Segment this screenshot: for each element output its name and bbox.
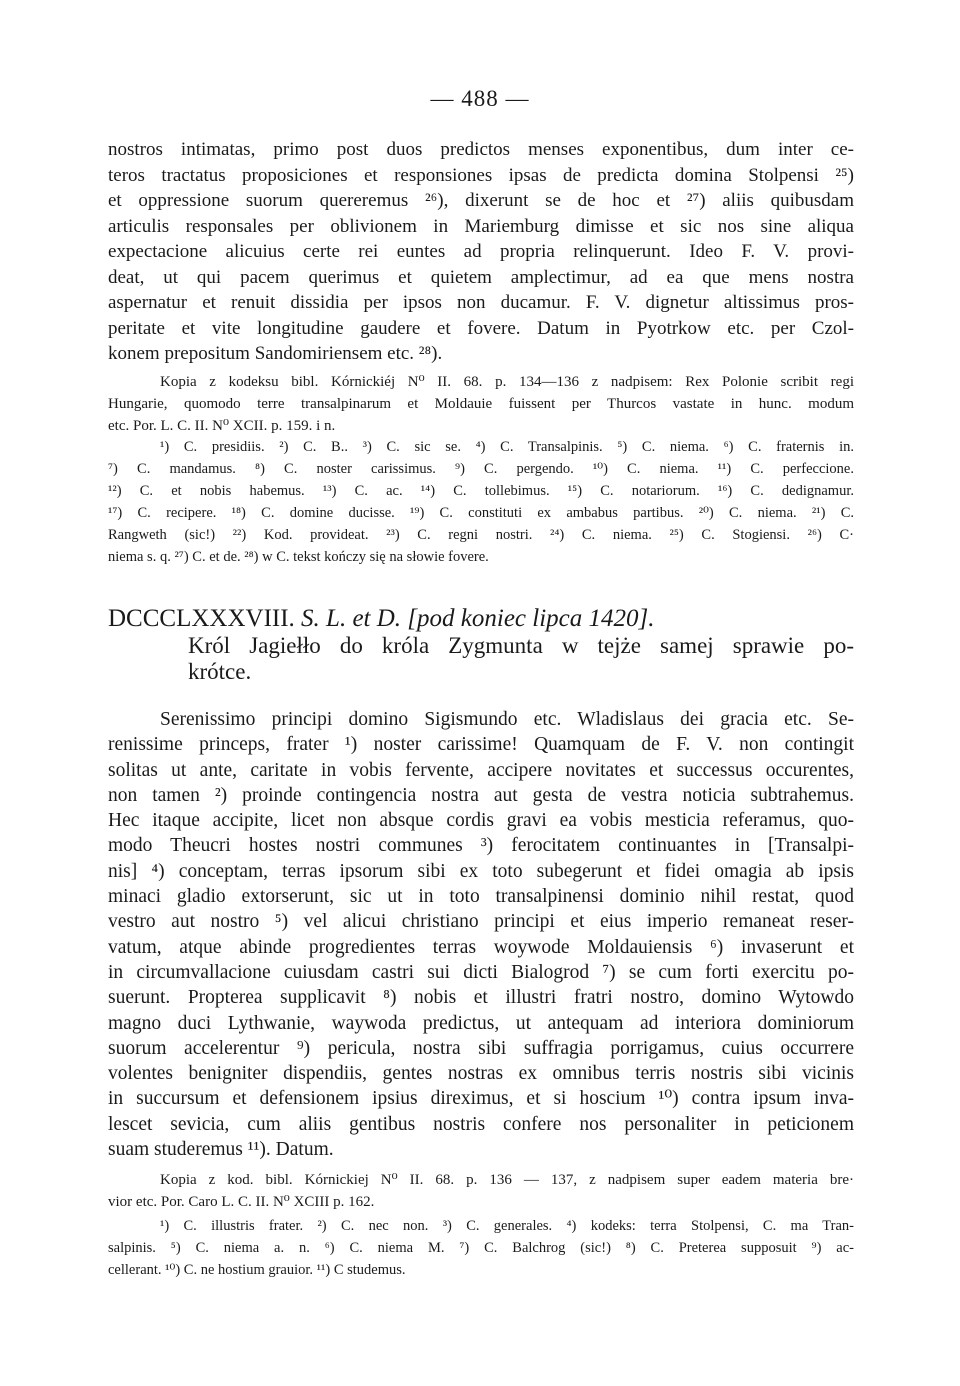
source-line: vior etc. Por. Caro L. C. II. N⁰ XCIII p. 162. — [108, 1194, 375, 1210]
text-line: suorum accelerentur ⁹) pericula, nostra sibi suffragia porrigamus, cuius occurrere — [108, 1037, 854, 1059]
document-footnotes — [108, 1215, 854, 1281]
text-line: teros tractatus proposiciones et responsiones ipsas de predicta domina Stolpensi ²⁵) — [108, 164, 854, 186]
text-line: minaci gladio extorserunt, sic ut in toto transalpinensi dominio nihil restat, quod — [108, 886, 854, 908]
text-line: modo Theucri hostes nostri communes ³) ferocitatem continuantes in [Transalpi- — [108, 835, 854, 857]
text-line: suam studeremus ¹¹). Datum. — [108, 1139, 334, 1161]
footnote-line: Rangweth (sic!) ²²) Kod. provideat. ²³) C. regni nostri. ²⁴) C. niema. ²⁵) C. Stogiensi. ²⁶) C· — [108, 527, 854, 543]
document-place-date: S. L. et D. [pod koniec lipca 1420]. — [301, 605, 655, 632]
text-line: in circumvallacione cuiusdam castri sui dicti Bialogrod ⁷) se cum forti exercitu po- — [108, 961, 854, 983]
document-heading — [108, 605, 854, 632]
text-line: in succursum et defensionem ipsius direximus, et si hoscium ¹⁰) contra ipsum inva- — [108, 1088, 854, 1110]
source-line: Kopia z kod. bibl. Kórnickiej N⁰ II. 68. p. 136 — 137, z nadpisem super eadem materia bre· — [160, 1172, 854, 1188]
text-line: konem prepositum Sandomiriensem etc. ²⁸). — [108, 343, 443, 364]
document-title — [188, 633, 854, 685]
text-line: expectacione alicuius certe rei euntes ad propria relinquerunt. Ideo F. V. provi- — [108, 241, 854, 262]
footnote-line: ¹) C. illustris frater. ²) C. nec non. ³) C. generales. ⁴) kodeks: terra Stolpensi, C. ma Tran- — [160, 1218, 854, 1234]
footnote-line: salpinis. ⁵) C. niema a. n. ⁶) C. niema M. ⁷) C. Balchrog (sic!) ⁸) C. Preterea supposuit ⁹) ac- — [108, 1240, 854, 1256]
text-line: nis] ⁴) conceptam, terras ipsorum sibi ex toto subegerunt et fidei omagia ab ipsis — [108, 860, 854, 882]
text-line: vatum, atque abinde progredientes terras woywode Moldauiensis ⁶) invaserunt et — [108, 936, 854, 958]
text-line: deat, ut qui pacem querimus et quietem amplectimur, ad ea que mens nostra — [108, 266, 854, 288]
title-line: Król Jagiełło do króla Zygmunta w tejże samej sprawie po- — [188, 633, 854, 658]
page-number: — 488 — — [430, 86, 530, 111]
text-line: Serenissimo principi domino Sigismundo etc. Wladislaus dei gracia etc. Se- — [160, 709, 854, 730]
previous-letter-footnotes — [108, 436, 854, 568]
footnote-line: ¹⁷) C. recipere. ¹⁸) C. domine ducisse. ¹⁹) C. constituti ex ambabus partibus. ²⁰) C. niema. ²¹) C. — [108, 505, 854, 521]
document-number: DCCCLXXXVIII. — [108, 605, 295, 632]
text-line: vestro aut nostro ⁵) vel alicui christiano principi et eius imperio remaneat reser- — [108, 911, 854, 933]
text-line: suerunt. Propterea supplicavit ⁸) nobis et illustri fratri nostro, domino Wytowdo — [108, 987, 854, 1009]
previous-letter-source-note — [108, 371, 854, 437]
text-line: Hec itaque accipite, licet non absque cordis gravi ea vobis mesticia referamus, quo- — [108, 810, 854, 832]
text-line: nostros intimatas, primo post duos predictos menses exponentibus, dum inter ce- — [108, 139, 854, 160]
document-body — [108, 707, 854, 1162]
footnote-line: niema s. q. ²⁷) C. et de. ²⁸) w C. tekst kończy się na słowie fovere. — [108, 549, 489, 565]
text-line: non tamen ²) proinde contingencia nostra aut gesta de vestra noticia subtrahemus. — [108, 784, 854, 806]
text-line: solitas ut ante, caritate in vobis fervente, accipere novitates et successus occurentes, — [108, 759, 854, 781]
footnote-line: ¹²) C. et nobis habemus. ¹³) C. ac. ¹⁴) C. tollebimus. ¹⁵) C. notariorum. ¹⁶) C. dedignamur. — [108, 483, 854, 499]
source-line: Kopia z kodeksu bibl. Kórnickiéj N⁰ II. 68. p. 134—136 z nadpisem: Rex Polonie scribit regi — [160, 374, 854, 390]
footnote-line: ⁷) C. mandamus. ⁸) C. noster carissimus. ⁹) C. pergendo. ¹⁰) C. niema. ¹¹) C. perfeccione. — [108, 461, 854, 477]
text-line: et oppressione suorum quereremus ²⁶), dixerunt se de hoc et ²⁷) aliis quibusdam — [108, 190, 854, 211]
text-line: lescet sevicia, cum aliis gentibus nostris confere nos personaliter in peticionem — [108, 1113, 854, 1135]
title-line: krótce. — [188, 659, 252, 684]
source-line: Hungarie, quomodo terre transalpinarum et Moldauie fuissent per Thurcos vastate in hunc. modum — [108, 396, 854, 412]
text-line: peritate et vite longitudine gaudere et fovere. Datum in Pyotrkow etc. per Czol- — [108, 317, 854, 339]
text-line: volentes benigniter dispendiis, gentes nostras ex omnibus terris nostris sibi vicinis — [108, 1063, 854, 1085]
previous-letter-text — [108, 137, 854, 367]
text-line: renissime princeps, frater ¹) noster carissime! Quamquam de F. V. non contingit — [108, 734, 854, 756]
footnote-line: ¹) C. presidiis. ²) C. B.. ³) C. sic se. ⁴) C. Transalpinis. ⁵) C. niema. ⁶) C. fraternis in. — [160, 439, 854, 455]
footnote-line: cellerant. ¹⁰) C. ne hostium grauior. ¹¹) C studemus. — [108, 1262, 406, 1278]
text-line: aspernatur et renuit dissidia per ipsos non ducamur. F. V. dignetur altissimus pros- — [108, 292, 854, 313]
text-line: magno duci Lythwanie, waywoda predictus, ut antequam ad interiora dominiorum — [108, 1012, 854, 1034]
source-line: etc. Por. L. C. II. N⁰ XCII. p. 159. i n. — [108, 418, 336, 434]
document-source-note — [108, 1169, 854, 1213]
text-line: articulis responsales per oblivionem in Mariemburg dimisse et sic nos sine aliqua — [108, 215, 854, 237]
